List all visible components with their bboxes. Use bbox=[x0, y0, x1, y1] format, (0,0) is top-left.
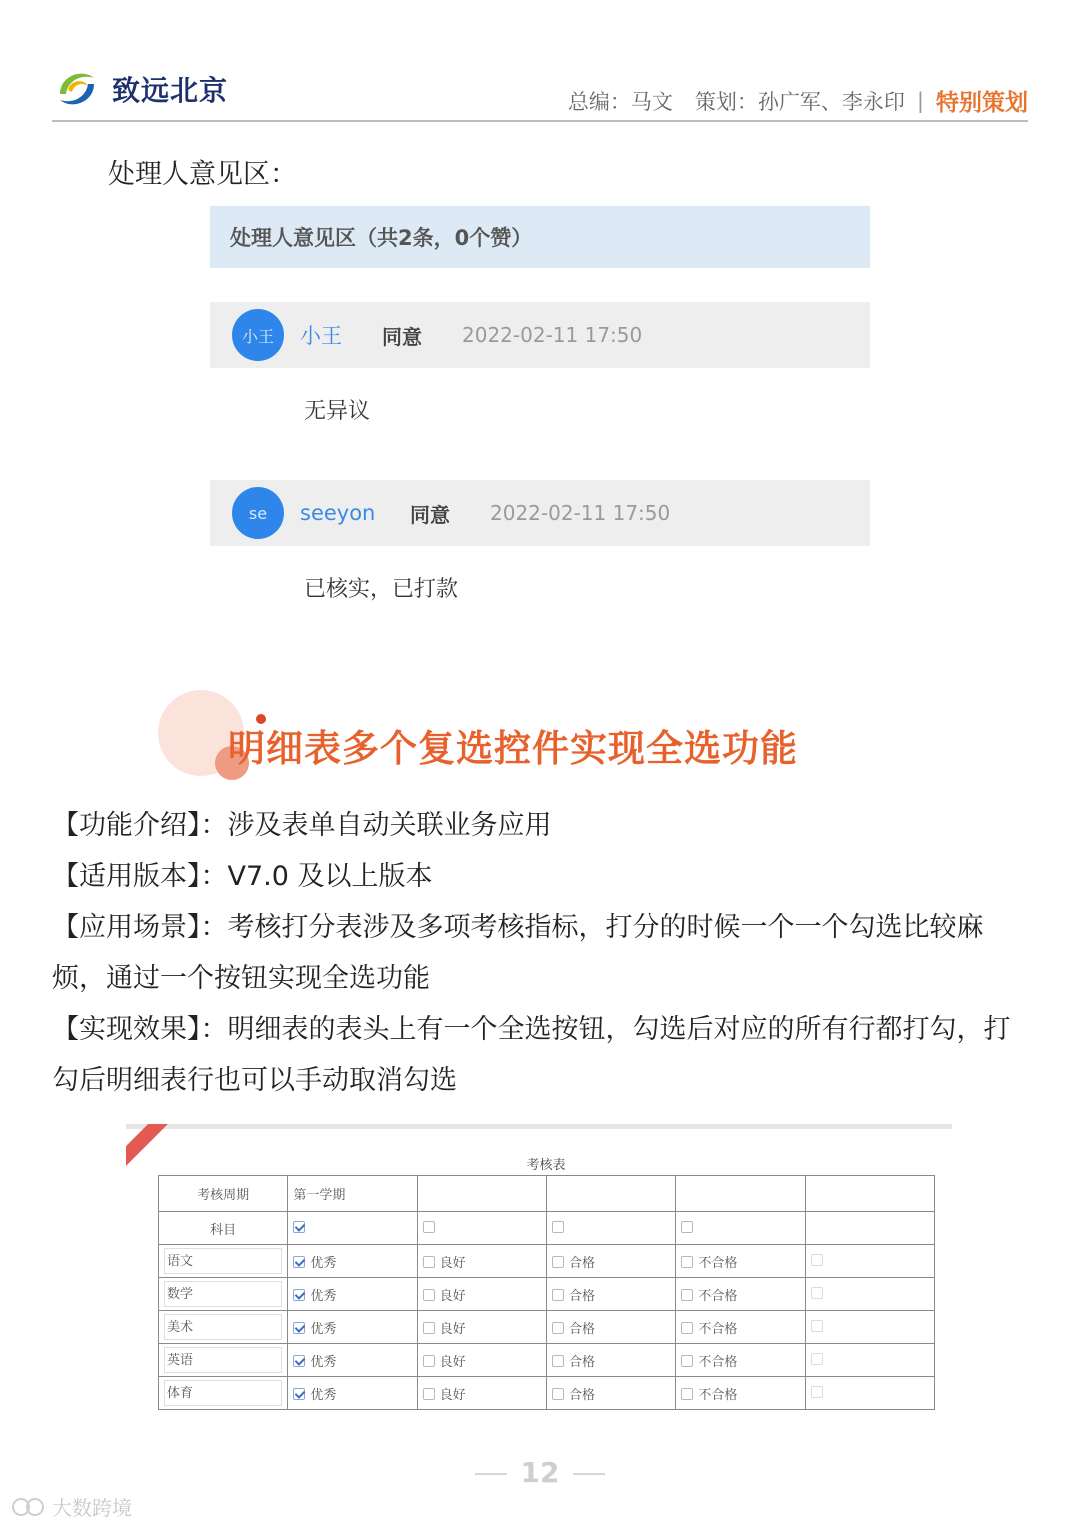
opinion-user-name[interactable]: 小王 bbox=[300, 324, 342, 348]
checkbox[interactable] bbox=[552, 1388, 564, 1400]
watermark-logo-icon bbox=[10, 1496, 46, 1518]
assessment-table bbox=[158, 1175, 935, 1410]
checkbox[interactable] bbox=[681, 1289, 693, 1301]
table-row: 数学 优秀 良好 合格 不合格 bbox=[159, 1278, 935, 1311]
select-all-checkbox[interactable] bbox=[293, 1221, 305, 1233]
planners: 策划：孙广军、李永印 bbox=[694, 89, 905, 114]
subject-field[interactable]: 语文 bbox=[164, 1248, 282, 1274]
opinion-verdict: 同意 bbox=[410, 502, 450, 527]
checkbox[interactable] bbox=[423, 1256, 435, 1268]
subject-field[interactable]: 美术 bbox=[164, 1314, 282, 1340]
opinion-verdict: 同意 bbox=[382, 324, 422, 349]
opinion-panel bbox=[210, 206, 870, 658]
checkbox[interactable] bbox=[423, 1355, 435, 1367]
applicable-version: 【适用版本】：V7.0 及以上版本 bbox=[52, 861, 433, 892]
checkbox[interactable] bbox=[552, 1256, 564, 1268]
header-rule bbox=[52, 120, 1028, 122]
opinion-panel-title: 处理人意见区（共2条，0个赞） bbox=[210, 206, 870, 268]
implementation-effect: 【实现效果】：明细表的表头上有一个全选按钮，勾选后对应的所有行都打勾，打勾后明细表行也可以手动取消勾选 bbox=[52, 1014, 1011, 1096]
period-value[interactable]: 第一学期 bbox=[288, 1176, 417, 1212]
opinion-comment: 已核实，已打款 bbox=[304, 577, 459, 602]
checkbox[interactable] bbox=[293, 1322, 305, 1334]
checkbox[interactable] bbox=[811, 1386, 823, 1398]
brand-logo-icon bbox=[52, 64, 102, 114]
opinion-entry-header bbox=[210, 480, 870, 546]
header-divider: | bbox=[916, 88, 924, 113]
opinion-time: 2022-02-11 17:50 bbox=[490, 501, 671, 525]
checkbox[interactable] bbox=[293, 1388, 305, 1400]
table-row: 美术 优秀 良好 合格 不合格 bbox=[159, 1311, 935, 1344]
section-title: 明细表多个复选控件实现全选功能 bbox=[228, 727, 798, 770]
checkbox[interactable] bbox=[423, 1289, 435, 1301]
avatar: se bbox=[232, 487, 284, 539]
feature-intro: 【功能介绍】：涉及表单自动关联业务应用 bbox=[52, 810, 552, 841]
checkbox[interactable] bbox=[293, 1355, 305, 1367]
select-all-checkbox[interactable] bbox=[681, 1221, 693, 1233]
watermark: 大数跨境 bbox=[10, 1492, 132, 1521]
checkbox[interactable] bbox=[681, 1256, 693, 1268]
opinion-time: 2022-02-11 17:50 bbox=[462, 323, 643, 347]
checkbox[interactable] bbox=[552, 1322, 564, 1334]
checkbox[interactable] bbox=[293, 1256, 305, 1268]
form-title: 考核表 bbox=[526, 1158, 566, 1173]
opinion-section-label: 处理人意见区： bbox=[108, 159, 297, 190]
period-label: 考核周期 bbox=[159, 1176, 288, 1212]
use-scenario: 【应用场景】：考核打分表涉及多项考核指标，打分的时候一个一个勾选比较麻烦，通过一个按钮实现全选功能 bbox=[52, 912, 984, 994]
table-row: 体育 优秀 良好 合格 不合格 bbox=[159, 1377, 935, 1410]
subject-field[interactable]: 体育 bbox=[164, 1380, 282, 1406]
table-row bbox=[159, 1176, 935, 1212]
checkbox[interactable] bbox=[681, 1388, 693, 1400]
checkbox[interactable] bbox=[423, 1322, 435, 1334]
checkbox[interactable] bbox=[811, 1353, 823, 1365]
table-header-row bbox=[159, 1212, 935, 1245]
chief-editor: 总编：马文 bbox=[567, 89, 673, 114]
opinion-comment: 无异议 bbox=[304, 399, 371, 424]
brand-logo bbox=[52, 64, 228, 114]
select-all-checkbox[interactable] bbox=[552, 1221, 564, 1233]
brand-name: 致远北京 bbox=[112, 74, 229, 107]
checkbox[interactable] bbox=[681, 1355, 693, 1367]
subject-field[interactable]: 数学 bbox=[164, 1281, 282, 1307]
opinion-entry-header bbox=[210, 302, 870, 368]
select-all-checkbox[interactable] bbox=[423, 1221, 435, 1233]
special-feature-label: 特别策划 bbox=[936, 90, 1028, 116]
subject-field[interactable]: 英语 bbox=[164, 1347, 282, 1373]
table-row: 语文 优秀 良好 合格 不合格 bbox=[159, 1245, 935, 1278]
page-number: 12 bbox=[0, 1456, 1080, 1489]
checkbox[interactable] bbox=[811, 1254, 823, 1266]
checkbox[interactable] bbox=[293, 1289, 305, 1301]
feature-description bbox=[52, 800, 1032, 1106]
avatar: 小王 bbox=[232, 309, 284, 361]
subject-label: 科目 bbox=[159, 1212, 288, 1245]
checkbox[interactable] bbox=[423, 1388, 435, 1400]
checkbox[interactable] bbox=[552, 1355, 564, 1367]
opinion-user-name[interactable]: seeyon bbox=[300, 501, 376, 525]
checkbox[interactable] bbox=[552, 1289, 564, 1301]
checkbox[interactable] bbox=[811, 1320, 823, 1332]
checkbox[interactable] bbox=[811, 1287, 823, 1299]
assessment-form-screenshot bbox=[126, 1124, 952, 1424]
table-row: 英语 优秀 良好 合格 不合格 bbox=[159, 1344, 935, 1377]
checkbox[interactable] bbox=[681, 1322, 693, 1334]
header-credits bbox=[568, 84, 1028, 117]
